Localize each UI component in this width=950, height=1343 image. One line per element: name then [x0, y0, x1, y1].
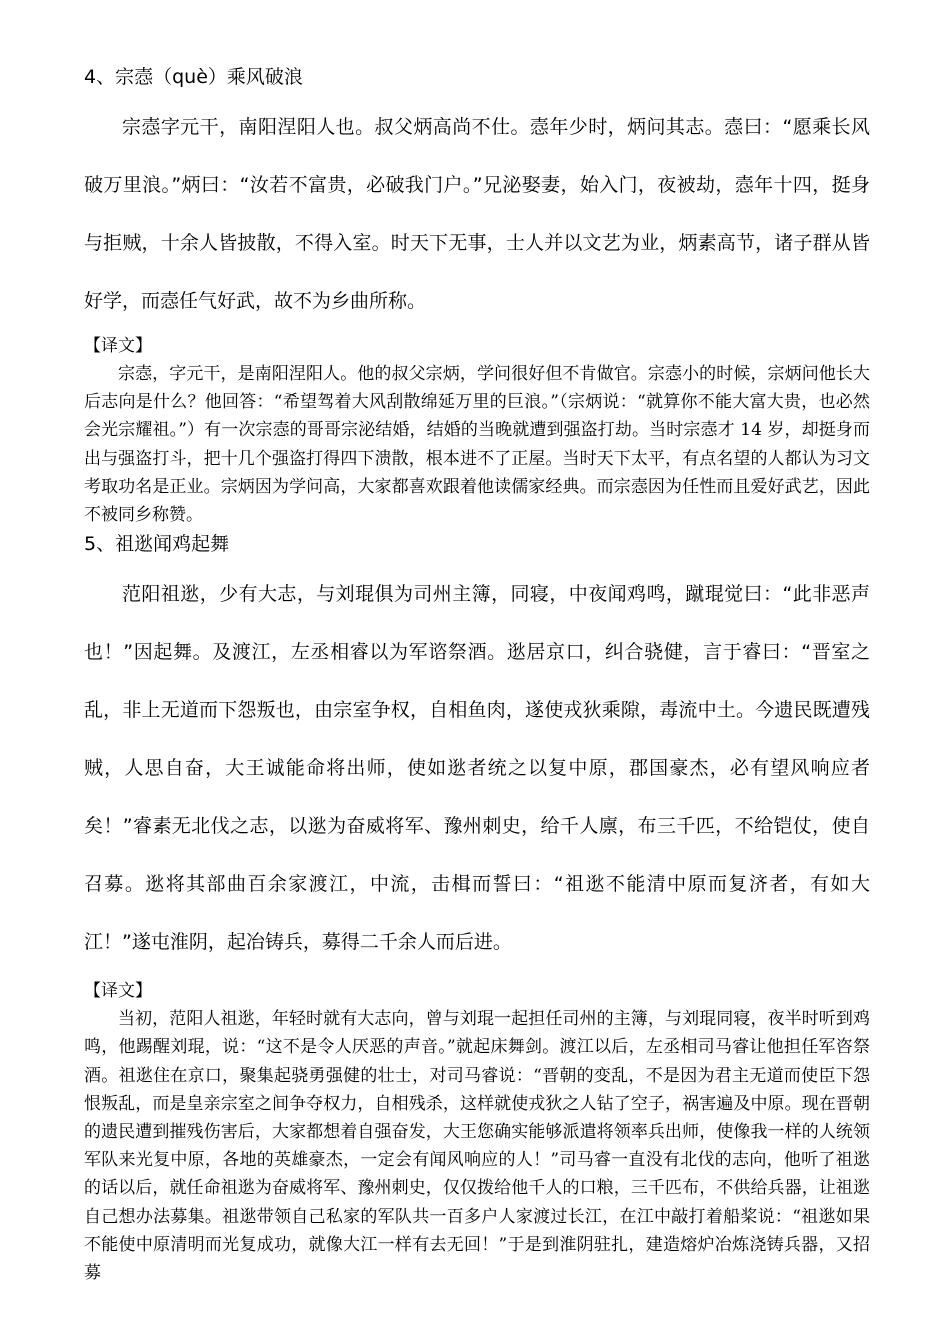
section-5-translation-label: 【译文】: [84, 981, 152, 1002]
section-4-original-text: 宗悫字元干，南阳涅阳人也。叔父炳高尚不仕。悫年少时，炳问其志。悫曰：“愿乘长风破万里浪。”炳曰：“汝若不富贵，必破我门户。”兄泌娶妻，始入门，夜被劫，悫年十四，挺身与拒贼，十余人皆披散，不得入室。时天下无事，士人并以文艺为业，炳素高节，诸子群从皆好学，而悫任气好武，故不为乡曲所称。: [84, 116, 870, 312]
section-4-translation-label: 【译文】: [84, 336, 152, 356]
section-4-heading: 4、宗悫（què）乘风破浪: [84, 66, 303, 88]
section-5-original-text: 范阳祖逖，少有大志，与刘琨俱为司州主簿，同寝，中夜闻鸡鸣，蹴琨觉曰：“此非恶声也！”因起舞。及渡江，左丞相睿以为军谘祭酒。逖居京口，纠合骁健，言于睿曰：“晋室之乱，非上无道而下怨叛也，由宗室争权，自相鱼肉，遂使戎狄乘隙，毒流中土。今遗民既遭残贼，人思自奋，大王诚能命将出师，使如逖者统之以复中原，郡国豪杰，必有望风响应者矣！”睿素无北伐之志，以逖为奋威将军、豫州刺史，给千人廪，布三千匹，不给铠仗，使自召募。逖将其部曲百余家渡江，中流，击楫而誓曰：“祖逖不能清中原而复济者，有如大江！”遂屯淮阴，起冶铸兵，募得二千余人而后进。: [84, 583, 870, 954]
section-5-heading: 5、祖逖闻鸡起舞: [84, 533, 230, 556]
document-page: [84, 62, 870, 1287]
section-4-translation-text: 宗悫，字元干，是南阳涅阳人。他的叔父宗炳，学问很好但不肯做官。宗悫小的时候，宗炳问他长大后志向是什么？他回答：“希望驾着大风刮散绵延万里的巨浪。”（宗炳说：“就算你不能大富大贵，也必然会光宗耀祖。”）有一次宗悫的哥哥宗泌结婚，结婚的当晚就遭到强盗打劫。当时宗悫才 14 岁，却挺身而出与强盗打斗，把十几个强盗打得四下溃散，根本进不了正屋。当时天下太平，有点名望的人都认为习文考取功名是正业。宗炳因为学问高，大家都喜欢跟着他读儒家经典。而宗悫因为任性而且爱好武艺，因此不被同乡称赞。: [84, 364, 870, 526]
section-5-translation-text: 当初，范阳人祖逖，年轻时就有大志向，曾与刘琨一起担任司州的主簿，与刘琨同寝，夜半时听到鸡鸣，他踢醒刘琨，说：“这不是令人厌恶的声音。”就起床舞剑。渡江以后，左丞相司马睿让他担任军咨祭酒。祖逖住在京口，聚集起骁勇强健的壮士，对司马睿说：“晋朝的变乱，不是因为君主无道而使臣下怨恨叛乱，而是皇亲宗室之间争夺权力，自相残杀，这样就使戎狄之人钻了空子，祸害遍及中原。现在晋朝的遗民遭到摧残伤害后，大家都想着自强奋发，大王您确实能够派遣将领率兵出师，使像我一样的人统领军队来光复中原，各地的英雄豪杰，一定会有闻风响应的人！”司马睿一直没有北伐的志向，他听了祖逖的话以后，就任命祖逖为奋威将军、豫州刺史，仅仅拨给他千人的口粮，三千匹布，不供给兵器，让祖逖自己想办法募集。祖逖带领自己私家的军队共一百多户人家渡过长江，在江中敲打着船桨说：“祖逖如果不能使中原清明而光复成功，就像大江一样有去无回！”于是到淮阴驻扎，建造熔炉冶炼浇铸兵器，又招募: [84, 1009, 870, 1284]
